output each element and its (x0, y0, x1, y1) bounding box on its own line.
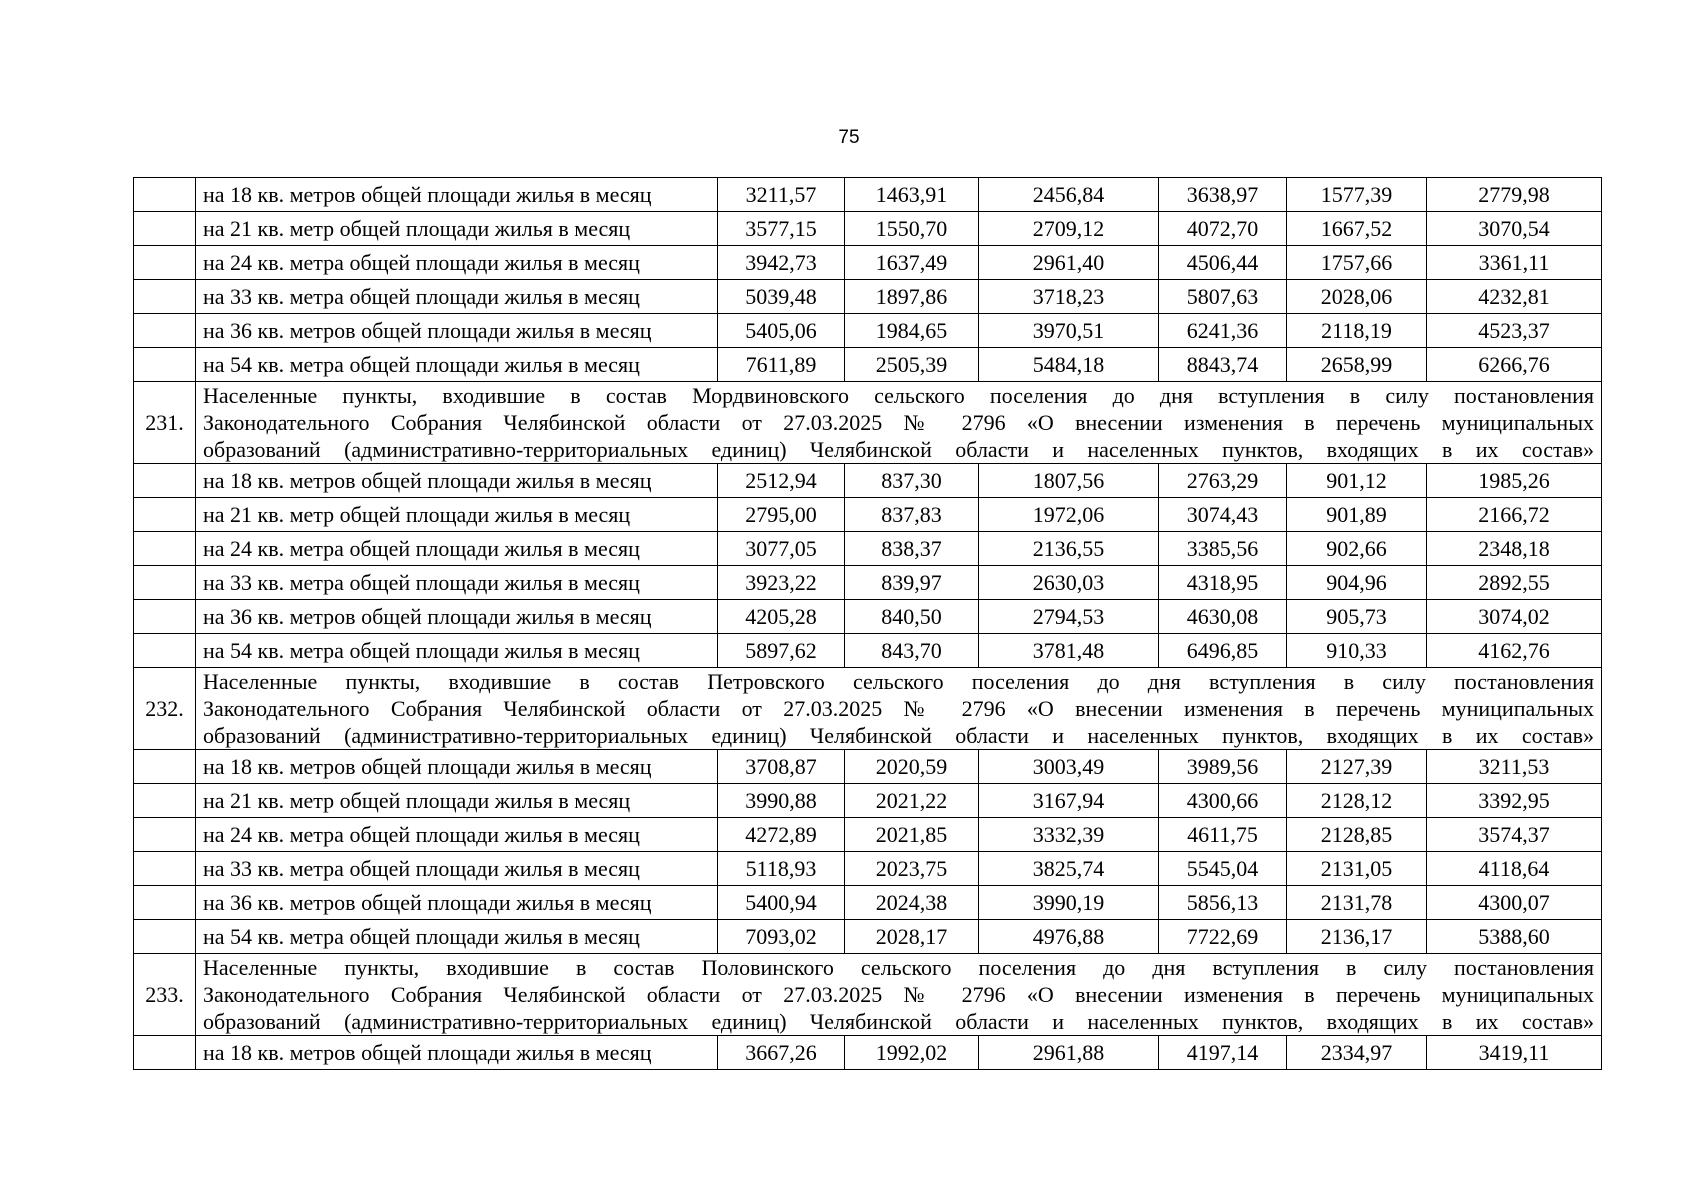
value-cell: 904,96 (1287, 566, 1427, 600)
value-cell: 1807,56 (979, 464, 1159, 498)
value-cell: 1897,86 (845, 280, 979, 314)
value-cell: 2961,40 (979, 246, 1159, 280)
table-row (134, 178, 1602, 212)
row-number-cell (134, 212, 196, 246)
section-title-line: Населенные пункты, входившие в состав Мордвиновского сельского поселения до дня вступления в силу постановления (203, 383, 1594, 408)
value-cell: 5118,93 (718, 852, 845, 886)
row-description: на 33 кв. метра общей площади жилья в месяц (196, 280, 718, 314)
row-number-cell (134, 280, 196, 314)
value-cell: 2131,05 (1287, 852, 1427, 886)
value-cell: 2128,12 (1287, 784, 1427, 818)
value-cell: 905,73 (1287, 600, 1427, 634)
row-number-cell (134, 886, 196, 920)
value-cell: 3385,56 (1159, 532, 1287, 566)
value-cell: 2630,03 (979, 566, 1159, 600)
table-row (134, 246, 1602, 280)
value-cell: 3942,73 (718, 246, 845, 280)
section-header-row (134, 668, 1602, 750)
value-cell: 2892,55 (1427, 566, 1602, 600)
value-cell: 7722,69 (1159, 920, 1287, 954)
value-cell: 910,33 (1287, 634, 1427, 668)
row-description: на 24 кв. метра общей площади жилья в месяц (196, 532, 718, 566)
value-cell: 2334,97 (1287, 1036, 1427, 1070)
value-cell: 2127,39 (1287, 750, 1427, 784)
value-cell: 1463,91 (845, 178, 979, 212)
row-number-cell (134, 634, 196, 668)
row-description: на 18 кв. метров общей площади жилья в месяц (196, 1036, 718, 1070)
table-row (134, 852, 1602, 886)
value-cell: 4318,95 (1159, 566, 1287, 600)
section-number: 231. (134, 382, 196, 464)
section-number: 232. (134, 668, 196, 750)
row-description: на 54 кв. метра общей площади жилья в месяц (196, 634, 718, 668)
tariff-table (133, 177, 1602, 1070)
value-cell: 2512,94 (718, 464, 845, 498)
value-cell: 843,70 (845, 634, 979, 668)
value-cell: 4523,37 (1427, 314, 1602, 348)
row-description: на 18 кв. метров общей площади жилья в месяц (196, 750, 718, 784)
value-cell: 3211,57 (718, 178, 845, 212)
row-number-cell (134, 600, 196, 634)
value-cell: 2779,98 (1427, 178, 1602, 212)
value-cell: 3923,22 (718, 566, 845, 600)
table-row (134, 212, 1602, 246)
value-cell: 902,66 (1287, 532, 1427, 566)
value-cell: 1984,65 (845, 314, 979, 348)
value-cell: 3574,37 (1427, 818, 1602, 852)
value-cell: 2505,39 (845, 348, 979, 382)
row-number-cell (134, 750, 196, 784)
value-cell: 4162,76 (1427, 634, 1602, 668)
value-cell: 4205,28 (718, 600, 845, 634)
value-cell: 1667,52 (1287, 212, 1427, 246)
row-description: на 54 кв. метра общей площади жилья в месяц (196, 920, 718, 954)
value-cell: 5400,94 (718, 886, 845, 920)
value-cell: 2456,84 (979, 178, 1159, 212)
value-cell: 837,83 (845, 498, 979, 532)
value-cell: 4197,14 (1159, 1036, 1287, 1070)
value-cell: 7093,02 (718, 920, 845, 954)
value-cell: 3989,56 (1159, 750, 1287, 784)
value-cell: 837,30 (845, 464, 979, 498)
row-description: на 24 кв. метра общей площади жилья в месяц (196, 818, 718, 852)
value-cell: 5545,04 (1159, 852, 1287, 886)
row-description: на 36 кв. метров общей площади жилья в месяц (196, 886, 718, 920)
table-row (134, 886, 1602, 920)
row-number-cell (134, 498, 196, 532)
table-row (134, 566, 1602, 600)
value-cell: 6266,76 (1427, 348, 1602, 382)
section-title-line: Законодательного Собрания Челябинской области от 27.03.2025 № 2796 «О внесении изменения в перечень муниципальных (203, 410, 1594, 435)
value-cell: 2136,55 (979, 532, 1159, 566)
value-cell: 3070,54 (1427, 212, 1602, 246)
table-row (134, 532, 1602, 566)
value-cell: 4232,81 (1427, 280, 1602, 314)
value-cell: 3718,23 (979, 280, 1159, 314)
value-cell: 3361,11 (1427, 246, 1602, 280)
value-cell: 3077,05 (718, 532, 845, 566)
row-number-cell (134, 532, 196, 566)
section-title-line: образований (административно-территориальных единиц) Челябинской области и населенных пунктов, входящих в их состав» (203, 723, 1594, 748)
value-cell: 2024,38 (845, 886, 979, 920)
row-number-cell (134, 784, 196, 818)
value-cell: 1972,06 (979, 498, 1159, 532)
value-cell: 8843,74 (1159, 348, 1287, 382)
section-title (196, 382, 1602, 464)
row-number-cell (134, 178, 196, 212)
value-cell: 4611,75 (1159, 818, 1287, 852)
row-number-cell (134, 314, 196, 348)
row-description: на 24 кв. метра общей площади жилья в месяц (196, 246, 718, 280)
table-row (134, 634, 1602, 668)
value-cell: 2028,17 (845, 920, 979, 954)
section-title (196, 954, 1602, 1036)
value-cell: 2658,99 (1287, 348, 1427, 382)
value-cell: 4300,66 (1159, 784, 1287, 818)
row-number-cell (134, 246, 196, 280)
row-description: на 21 кв. метр общей площади жилья в месяц (196, 498, 718, 532)
value-cell: 2020,59 (845, 750, 979, 784)
value-cell: 2136,17 (1287, 920, 1427, 954)
value-cell: 6496,85 (1159, 634, 1287, 668)
value-cell: 2021,22 (845, 784, 979, 818)
value-cell: 3970,51 (979, 314, 1159, 348)
value-cell: 1757,66 (1287, 246, 1427, 280)
table-row (134, 750, 1602, 784)
row-description: на 21 кв. метр общей площади жилья в месяц (196, 784, 718, 818)
row-description: на 18 кв. метров общей площади жилья в месяц (196, 178, 718, 212)
value-cell: 3332,39 (979, 818, 1159, 852)
section-number: 233. (134, 954, 196, 1036)
value-cell: 1637,49 (845, 246, 979, 280)
value-cell: 1992,02 (845, 1036, 979, 1070)
row-description: на 33 кв. метра общей площади жилья в месяц (196, 852, 718, 886)
value-cell: 838,37 (845, 532, 979, 566)
value-cell: 3990,88 (718, 784, 845, 818)
value-cell: 2023,75 (845, 852, 979, 886)
value-cell: 3781,48 (979, 634, 1159, 668)
value-cell: 5484,18 (979, 348, 1159, 382)
value-cell: 2763,29 (1159, 464, 1287, 498)
section-header-row (134, 382, 1602, 464)
value-cell: 1550,70 (845, 212, 979, 246)
value-cell: 3708,87 (718, 750, 845, 784)
row-description: на 18 кв. метров общей площади жилья в месяц (196, 464, 718, 498)
value-cell: 2794,53 (979, 600, 1159, 634)
value-cell: 2128,85 (1287, 818, 1427, 852)
value-cell: 4300,07 (1427, 886, 1602, 920)
section-title-line: Населенные пункты, входившие в состав Половинского сельского поселения до дня вступления в силу постановления (203, 955, 1594, 980)
value-cell: 5897,62 (718, 634, 845, 668)
table-row (134, 348, 1602, 382)
value-cell: 3003,49 (979, 750, 1159, 784)
value-cell: 2961,88 (979, 1036, 1159, 1070)
row-description: на 36 кв. метров общей площади жилья в месяц (196, 314, 718, 348)
row-description: на 33 кв. метра общей площади жилья в месяц (196, 566, 718, 600)
value-cell: 4506,44 (1159, 246, 1287, 280)
section-title-line: Законодательного Собрания Челябинской области от 27.03.2025 № 2796 «О внесении изменения в перечень муниципальных (203, 982, 1594, 1007)
table-row (134, 1036, 1602, 1070)
value-cell: 5856,13 (1159, 886, 1287, 920)
value-cell: 901,12 (1287, 464, 1427, 498)
value-cell: 2028,06 (1287, 280, 1427, 314)
value-cell: 1577,39 (1287, 178, 1427, 212)
section-title-line: образований (административно-территориальных единиц) Челябинской области и населенных пунктов, входящих в их состав» (203, 1009, 1594, 1034)
value-cell: 7611,89 (718, 348, 845, 382)
value-cell: 5807,63 (1159, 280, 1287, 314)
table-row (134, 784, 1602, 818)
value-cell: 2709,12 (979, 212, 1159, 246)
value-cell: 3990,19 (979, 886, 1159, 920)
value-cell: 5388,60 (1427, 920, 1602, 954)
value-cell: 3825,74 (979, 852, 1159, 886)
table-body (134, 178, 1602, 1070)
row-number-cell (134, 818, 196, 852)
value-cell: 3667,26 (718, 1036, 845, 1070)
row-number-cell (134, 348, 196, 382)
value-cell: 3419,11 (1427, 1036, 1602, 1070)
page-number: 75 (838, 127, 860, 148)
value-cell: 4976,88 (979, 920, 1159, 954)
value-cell: 839,97 (845, 566, 979, 600)
value-cell: 6241,36 (1159, 314, 1287, 348)
table-row (134, 498, 1602, 532)
value-cell: 840,50 (845, 600, 979, 634)
row-description: на 36 кв. метров общей площади жилья в месяц (196, 600, 718, 634)
table-row (134, 818, 1602, 852)
value-cell: 5405,06 (718, 314, 845, 348)
table-row (134, 464, 1602, 498)
table-row (134, 920, 1602, 954)
row-number-cell (134, 566, 196, 600)
value-cell: 901,89 (1287, 498, 1427, 532)
row-description: на 21 кв. метр общей площади жилья в месяц (196, 212, 718, 246)
value-cell: 4118,64 (1427, 852, 1602, 886)
value-cell: 3211,53 (1427, 750, 1602, 784)
row-number-cell (134, 852, 196, 886)
value-cell: 2795,00 (718, 498, 845, 532)
section-header-row (134, 954, 1602, 1036)
section-title-line: Законодательного Собрания Челябинской области от 27.03.2025 № 2796 «О внесении изменения в перечень муниципальных (203, 696, 1594, 721)
value-cell: 4072,70 (1159, 212, 1287, 246)
value-cell: 2021,85 (845, 818, 979, 852)
value-cell: 4272,89 (718, 818, 845, 852)
value-cell: 2166,72 (1427, 498, 1602, 532)
value-cell: 1985,26 (1427, 464, 1602, 498)
value-cell: 2131,78 (1287, 886, 1427, 920)
value-cell: 3167,94 (979, 784, 1159, 818)
value-cell: 2118,19 (1287, 314, 1427, 348)
value-cell: 3638,97 (1159, 178, 1287, 212)
row-number-cell (134, 920, 196, 954)
value-cell: 3074,02 (1427, 600, 1602, 634)
row-description: на 54 кв. метра общей площади жилья в месяц (196, 348, 718, 382)
value-cell: 3577,15 (718, 212, 845, 246)
table-row (134, 280, 1602, 314)
table-row (134, 314, 1602, 348)
row-number-cell (134, 1036, 196, 1070)
section-title-line: Населенные пункты, входившие в состав Петровского сельского поселения до дня вступления в силу постановления (203, 669, 1594, 694)
table-row (134, 600, 1602, 634)
value-cell: 4630,08 (1159, 600, 1287, 634)
value-cell: 3074,43 (1159, 498, 1287, 532)
section-title (196, 668, 1602, 750)
value-cell: 3392,95 (1427, 784, 1602, 818)
row-number-cell (134, 464, 196, 498)
value-cell: 5039,48 (718, 280, 845, 314)
value-cell: 2348,18 (1427, 532, 1602, 566)
section-title-line: образований (административно-территориальных единиц) Челябинской области и населенных пунктов, входящих в их состав» (203, 437, 1594, 462)
